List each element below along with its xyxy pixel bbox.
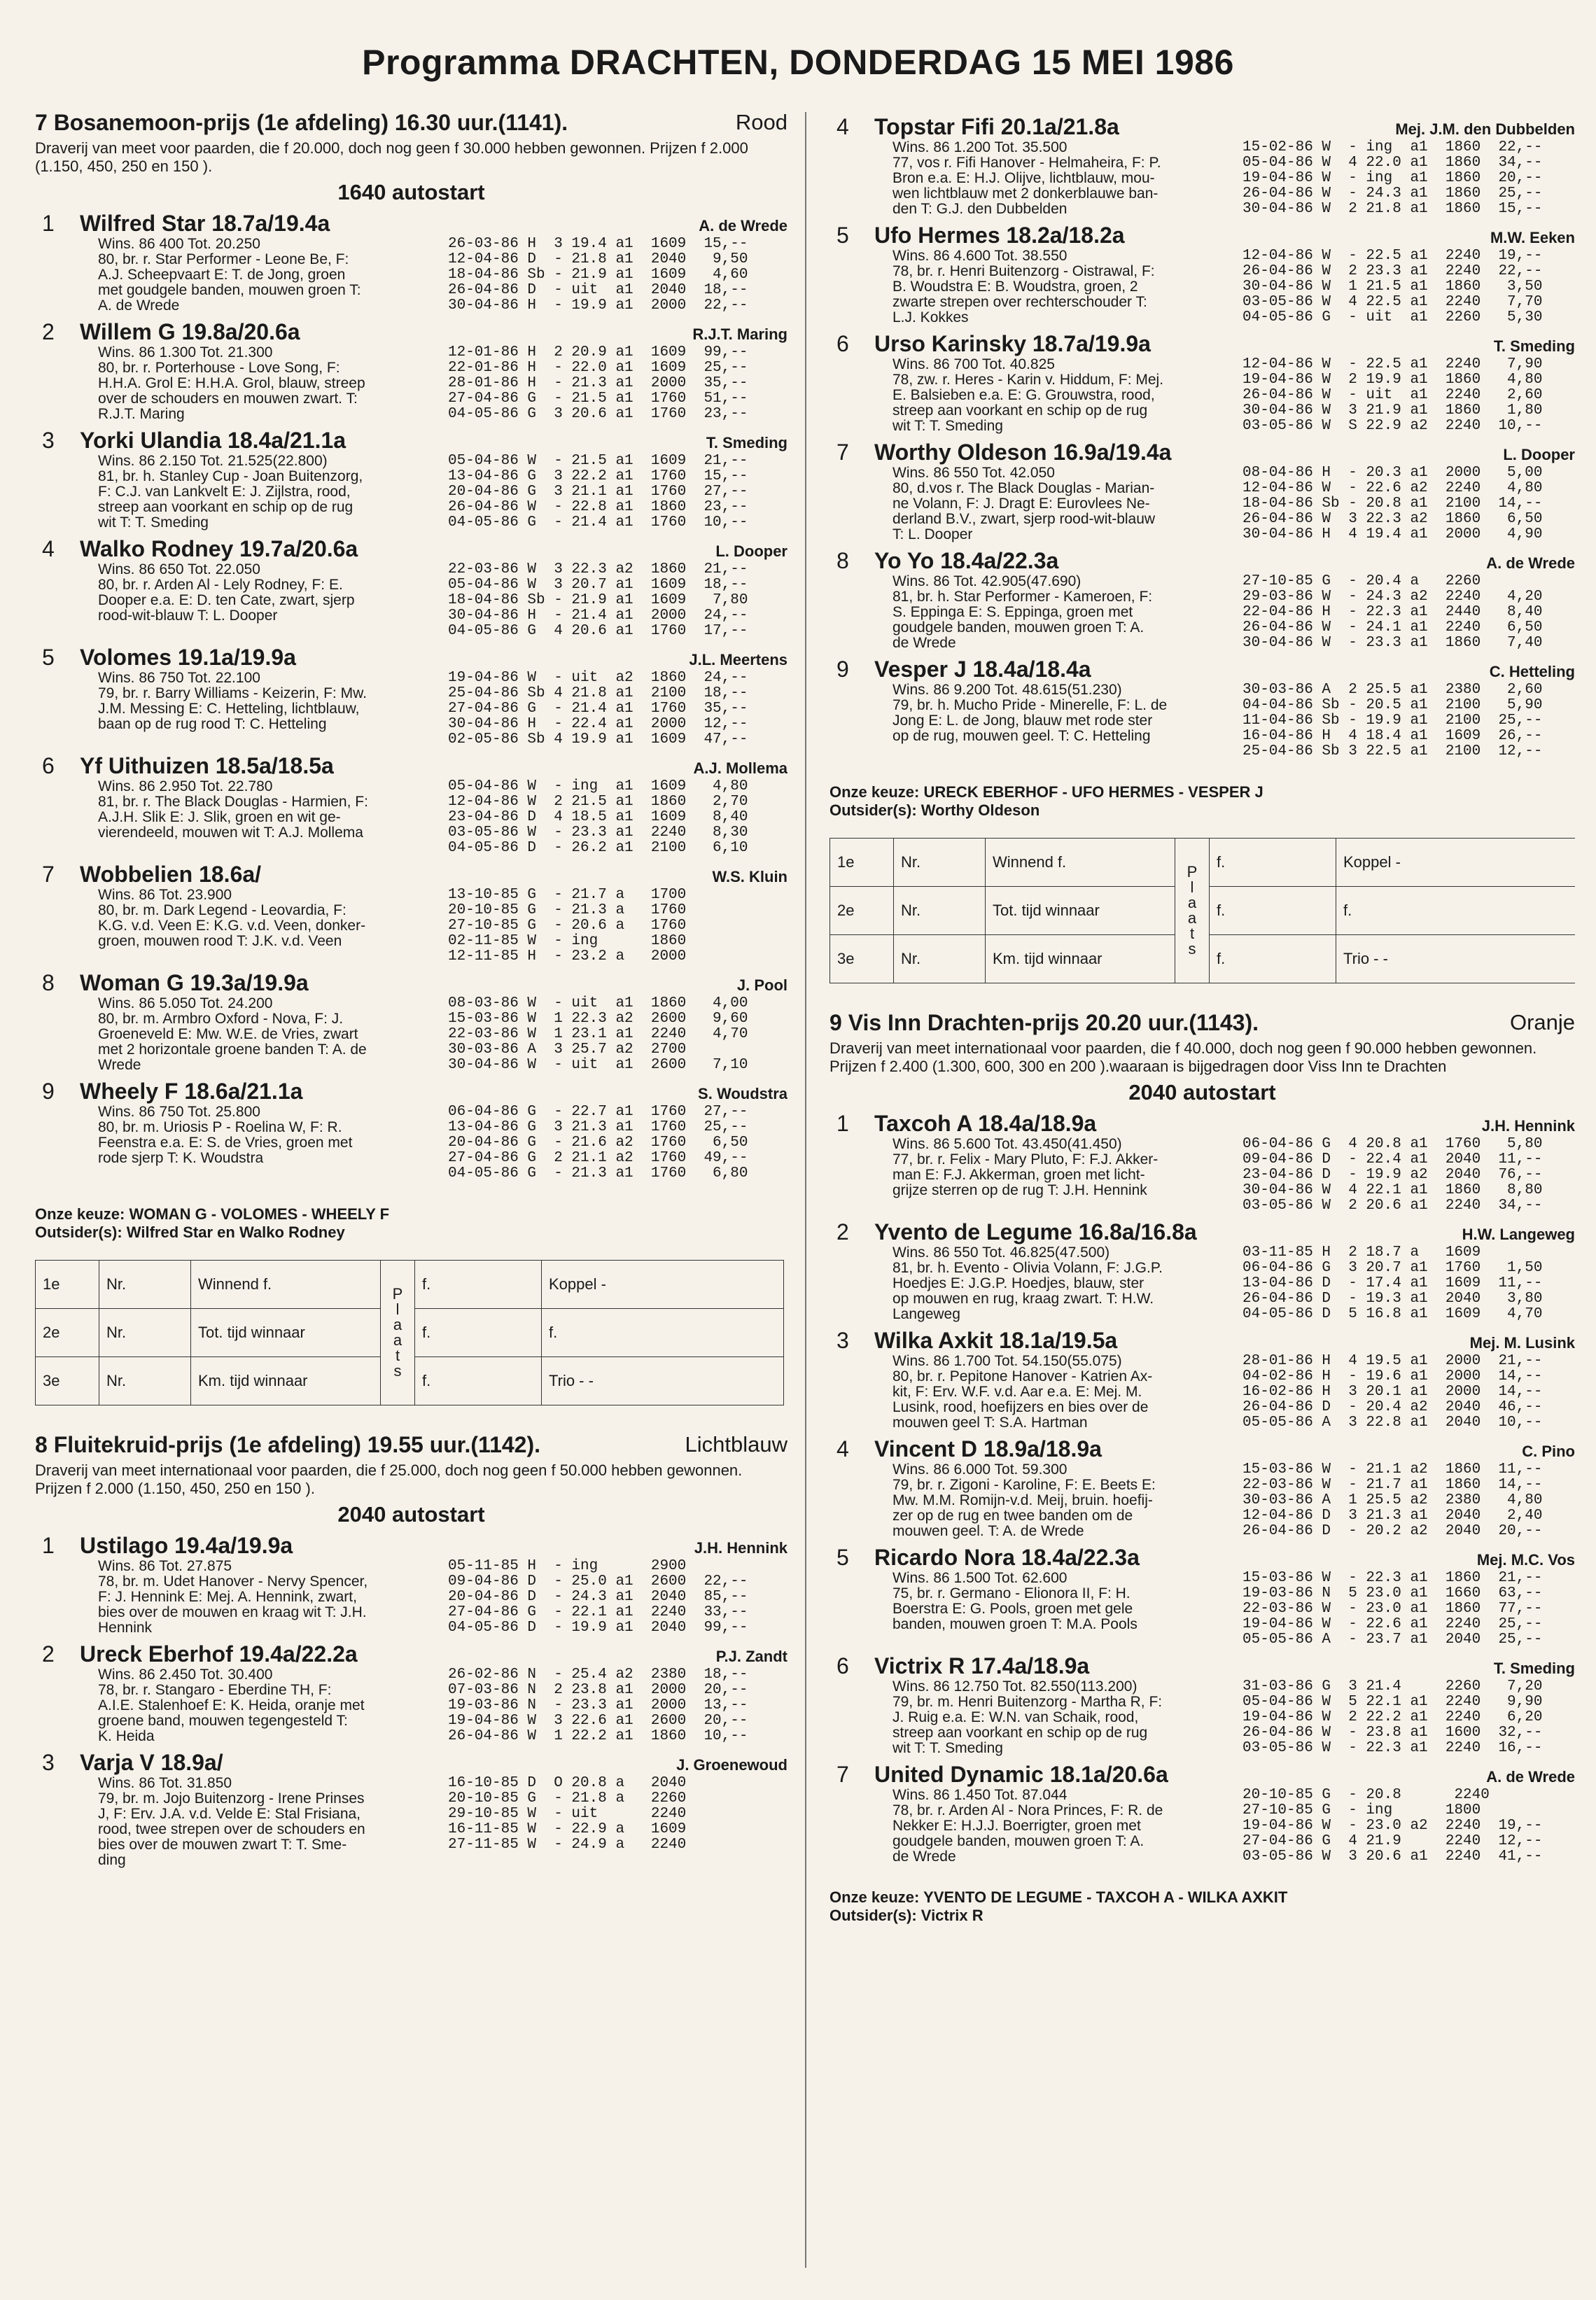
place-cell: 1e — [830, 839, 894, 887]
horse-name: Yorki Ulandia 18.4a/21.1a — [80, 428, 346, 453]
horse-trainer: Mej. J.M. den Dubbelden — [1395, 120, 1575, 138]
horse-entry — [35, 970, 788, 1073]
horse-number: 2 — [42, 319, 55, 344]
result-row — [36, 1261, 784, 1309]
horse-entry — [830, 1111, 1575, 1214]
horse-results: 12-04-86 W - 22.5 a1 2240 19,-- 26-04-86 W 2 23.3 a1 2240 22,-- 30-04-86 W 1 21.5 a1 1860 3,50 03-05-86 W 4 22.5 a1 2240 7,70 04-05-86 G - uit a1 2260 5,30 — [1242, 248, 1543, 325]
right-column — [830, 108, 1575, 2278]
our-pick — [35, 1205, 788, 1242]
horse-name: Yo Yo 18.4a/22.3a — [874, 548, 1059, 573]
horse-trainer: W.S. Kluin — [712, 868, 788, 885]
horse-trainer: P.J. Zandt — [715, 1648, 788, 1665]
horse-number: 6 — [42, 753, 55, 778]
race-section — [35, 108, 788, 1181]
horse-results: 06-04-86 G - 22.7 a1 1760 27,-- 13-04-86 G 3 21.3 a1 1760 25,-- 20-04-86 G - 21.6 a2 1760 6,50 27-04-86 G 2 21.1 a2 1760 49,-- 04-05-86 G - 21.3 a1 1760 6,80 — [448, 1104, 748, 1181]
horse-results: 08-03-86 W - uit a1 1860 4,00 15-03-86 W 1 22.3 a2 2600 9,60 22-03-86 W 1 23.1 a1 2240 4,70 30-03-86 A 3 25.7 a2 2700 30-04-86 W - uit a1 2600 7,10 — [448, 995, 748, 1073]
label-cell: Winnend f. — [986, 839, 1175, 887]
amount-cell: f. — [1210, 935, 1336, 983]
horse-results: 31-03-86 G 3 21.4 2260 7,20 05-04-86 W 5 22.1 a1 2240 9,90 19-04-86 W 2 22.2 a1 2240 6,20 26-04-86 W - 23.8 a1 1600 32,-- 03-05-86 W - 22.3 a1 2240 16,-- — [1242, 1678, 1543, 1756]
horse-trainer: A. de Wrede — [1486, 1768, 1575, 1786]
horse-entry — [830, 440, 1575, 542]
horse-results: 19-04-86 W - uit a2 1860 24,-- 25-04-86 Sb 4 21.8 a1 2100 18,-- 27-04-86 G - 21.4 a1 1760 35,-- 30-04-86 H - 22.4 a1 2000 12,-- 02-05-86 Sb 4 19.9 a1 1609 47,-- — [448, 670, 748, 748]
horse-number: 3 — [42, 428, 55, 453]
horse-description: Wins. 86 4.600 Tot. 38.550 78, br. r. Henri Buitenzorg - Oistrawal, F: B. Woudstra E: B. Woudstra, groen, 2 zwarte strepen over rechterschouder T: L.J. Kokkes — [892, 248, 1155, 325]
koppel-trio-cell: Koppel - — [1336, 839, 1576, 887]
horse-number: 6 — [836, 1653, 849, 1678]
horse-trainer: C. Pino — [1522, 1443, 1575, 1460]
pick-text: Onze keuze: YVENTO DE LEGUME - TAXCOH A - WILKA AXKIT — [830, 1888, 1288, 1906]
horse-name: Vincent D 18.9a/18.9a — [874, 1436, 1102, 1461]
horse-trainer: M.W. Eeken — [1490, 229, 1575, 246]
race-conditions: Draverij van meet internationaal voor paarden, die f 40.000, doch nog geen f 90.000 hebben gewonnen. Prijzen f 2.400 (1.300, 600, 300 en 200 ).waaraan is bijgedragen door Viss Inn te Drachten — [830, 1039, 1537, 1075]
amount-cell: f. — [1210, 839, 1336, 887]
horse-name: Willem G 19.8a/20.6a — [80, 319, 300, 344]
horse-trainer: A. de Wrede — [1486, 554, 1575, 572]
horse-entry — [830, 331, 1575, 434]
horse-description: Wins. 86 Tot. 23.900 80, br. m. Dark Legend - Leovardia, F: K.G. v.d. Veen E: K.G. v.d. Veen, donker- groen, mouwen rood T: J.K. v.d. Veen — [98, 887, 366, 949]
pick-text: Onze keuze: WOMAN G - VOLOMES - WHEELY F — [35, 1205, 390, 1223]
horse-name: Taxcoh A 18.4a/18.9a — [874, 1111, 1097, 1136]
horse-name: Varja V 18.9a/ — [80, 1750, 223, 1775]
horse-number: 7 — [42, 862, 55, 887]
horse-name: Wheely F 18.6a/21.1a — [80, 1079, 303, 1104]
horse-description: Wins. 86 400 Tot. 20.250 80, br. r. Star Performer - Leone Be, F: A.J. Scheepvaart E: T. de Jong, groen met goudgele banden, mouwen groen T: A. de Wrede — [98, 236, 361, 314]
horse-number: 1 — [42, 211, 55, 236]
plaats-cell: P l a a t s — [381, 1261, 415, 1405]
horse-list — [830, 1111, 1575, 1865]
horse-number: 9 — [836, 657, 849, 682]
race-color: Rood — [735, 110, 788, 134]
horse-name: Ricardo Nora 18.4a/22.3a — [874, 1545, 1140, 1570]
koppel-trio-cell: Trio - - — [542, 1357, 784, 1405]
race-start: 2040 autostart — [337, 1502, 485, 1527]
race-title: 9 Vis Inn Drachten-prijs 20.20 uur.(1143). — [830, 1010, 1259, 1035]
horse-trainer: J.L. Meertens — [689, 651, 788, 668]
label-cell: Winnend f. — [191, 1261, 381, 1309]
race-start: 1640 autostart — [337, 180, 485, 204]
race-conditions: Draverij van meet internationaal voor paarden, die f 25.000, doch nog geen f 50.000 hebben gewonnen. Prijzen f 2.000 (1.150, 450, 250 en 150 ). — [35, 1461, 743, 1497]
horse-description: Wins. 86 650 Tot. 22.050 80, br. r. Arden Al - Lely Rodney, F: E. Dooper e.a. E: D. ten Cate, zwart, sjerp rood-wit-blauw T: L. Dooper — [98, 561, 355, 624]
horse-results: 15-03-86 W - 22.3 a1 1860 21,-- 19-03-86 N 5 23.0 a1 1660 63,-- 22-03-86 W - 23.0 a1 1860 77,-- 19-04-86 W - 22.6 a1 2240 25,-- 05-05-86 A - 23.7 a1 2040 25,-- — [1242, 1570, 1543, 1648]
horse-trainer: A. de Wrede — [699, 217, 788, 234]
place-cell: 2e — [36, 1309, 99, 1357]
nr-cell: Nr. — [99, 1261, 191, 1309]
pick-text: Onze keuze: URECK EBERHOF - UFO HERMES - VESPER J — [830, 783, 1264, 801]
result-row — [830, 839, 1576, 887]
horse-results: 12-01-86 H 2 20.9 a1 1609 99,-- 22-01-86 H - 22.0 a1 1609 25,-- 28-01-86 H - 21.3 a1 2000 35,-- 27-04-86 G - 21.5 a1 1760 51,-- 04-05-86 G 3 20.6 a1 1760 23,-- — [448, 344, 748, 422]
horse-number: 5 — [42, 645, 55, 670]
horse-entry — [830, 223, 1575, 325]
horse-description: Wins. 86 1.200 Tot. 35.500 77, vos r. Fifi Hanover - Helmaheira, F: P. Bron e.a. E: H.J. Olijve, lichtblauw, mou- wen lichtblauw met 2 donkerblauwe ban- den T: G.J. den Dubbelden — [892, 139, 1161, 217]
horse-results: 05-04-86 W - ing a1 1609 4,80 12-04-86 W 2 21.5 a1 1860 2,70 23-04-86 D 4 18.5 a1 1609 8,40 03-05-86 W - 23.3 a1 2240 8,30 04-05-86 D - 26.2 a1 2100 6,10 — [448, 778, 748, 856]
horse-trainer: H.W. Langeweg — [1462, 1226, 1575, 1243]
horse-number: 4 — [836, 114, 849, 139]
place-cell: 2e — [830, 887, 894, 935]
horse-description: Wins. 86 Tot. 31.850 79, br. m. Jojo Buitenzorg - Irene Prinses J, F: Erv. J.A. v.d. Velde E: Stal Frisiana, rood, twee strepen over de schouders en bies over de mouwen zwart T: T. Sme- ding — [98, 1775, 365, 1868]
horse-results: 12-04-86 W - 22.5 a1 2240 7,90 19-04-86 W 2 19.9 a1 1860 4,80 26-04-86 W - uit a1 2240 2,60 30-04-86 W 3 21.9 a1 1860 1,80 03-05-86 W S 22.9 a2 2240 10,-- — [1242, 356, 1543, 434]
horse-entry — [830, 114, 1575, 217]
horse-description: Wins. 86 2.950 Tot. 22.780 81, br. r. The Black Douglas - Harmien, F: A.J.H. Slik E: J. Slik, groen en wit ge- vierendeeld, mouwen wit T: A.J. Mollema — [98, 778, 368, 841]
horse-name: Ureck Eberhof 19.4a/22.2a — [80, 1641, 358, 1667]
horse-name: Worthy Oldeson 16.9a/19.4a — [874, 440, 1172, 465]
horse-description: Wins. 86 1.300 Tot. 21.300 80, br. r. Porterhouse - Love Song, F: H.H.A. Grol E: H.H.A. Grol, blauw, streep over de schouders en mouwen zwart. T: R.J.T. Maring — [98, 344, 365, 422]
nr-cell: Nr. — [894, 935, 986, 983]
horse-number: 7 — [836, 440, 849, 465]
horse-number: 2 — [836, 1219, 849, 1244]
horse-entry — [830, 1762, 1575, 1865]
place-cell: 3e — [830, 935, 894, 983]
horse-results: 20-10-85 G - 20.8 2240 27-10-85 G - ing 1800 19-04-86 W - 23.0 a2 2240 19,-- 27-04-86 G 4 21.9 2240 12,-- 03-05-86 W 3 20.6 a1 2240 41,-- — [1242, 1787, 1543, 1865]
horse-results: 15-03-86 W - 21.1 a2 1860 11,-- 22-03-86 W - 21.7 a1 1860 14,-- 30-03-86 A 1 25.5 a2 2380 4,80 12-04-86 D 3 21.3 a1 2040 2,40 26-04-86 D - 20.2 a2 2040 20,-- — [1242, 1461, 1543, 1539]
horse-name: Wilfred Star 18.7a/19.4a — [80, 211, 330, 236]
horse-results: 26-03-86 H 3 19.4 a1 1609 15,-- 12-04-86 D - 21.8 a1 2040 9,50 18-04-86 Sb - 21.9 a1 1609 4,60 26-04-86 D - uit a1 2040 18,-- 30-04-86 H - 19.9 a1 2000 22,-- — [448, 236, 748, 314]
horse-number: 9 — [42, 1079, 55, 1104]
horse-name: Yf Uithuizen 18.5a/18.5a — [80, 753, 334, 778]
amount-cell: f. — [415, 1357, 542, 1405]
horse-name: United Dynamic 18.1a/20.6a — [874, 1762, 1168, 1787]
horse-trainer: J.H. Hennink — [694, 1539, 788, 1557]
horse-number: 4 — [42, 536, 55, 561]
horse-description: Wins. 86 5.050 Tot. 24.200 80, br. m. Armbro Oxford - Nova, F: J. Groeneveld E: Mw. W.E. de Vries, zwart met 2 horizontale groene banden T: A. de Wrede — [98, 995, 367, 1073]
outsider-text: Outsider(s): Worthy Oldeson — [830, 801, 1040, 819]
horse-entry — [830, 1219, 1575, 1322]
horse-description: Wins. 86 12.750 Tot. 82.550(113.200) 79, br. m. Henri Buitenzorg - Martha R, F: J. Ruig e.a. E: W.N. van Schaik, rood, streep aan voorkant en schip op de rug wit T: T. Smeding — [892, 1678, 1163, 1756]
horse-description: Wins. 86 Tot. 42.905(47.690) 81, br. h. Star Performer - Kameroen, F: S. Eppinga E: S. Eppinga, groen met goudgele banden, mouwen groen T: A. de Wrede — [892, 573, 1153, 651]
race-start: 2040 autostart — [1128, 1080, 1276, 1105]
outsider-text: Outsider(s): Victrix R — [830, 1907, 983, 1924]
horse-entry — [35, 753, 788, 856]
column-divider — [805, 112, 806, 2268]
nr-cell: Nr. — [99, 1309, 191, 1357]
horse-entry — [35, 862, 788, 965]
horse-description: Wins. 86 550 Tot. 42.050 80, d.vos r. The Black Douglas - Marian- ne Volann, F: J. Dragt E: Eurovlees Ne- derland B.V., zwart, sjerp rood-wit-blauw T: L. Dooper — [892, 465, 1156, 542]
horse-entry — [35, 1533, 788, 1636]
our-pick — [830, 1888, 1575, 1925]
horse-description: Wins. 86 700 Tot. 40.825 78, zw. r. Heres - Karin v. Hiddum, F: Mej. E. Balsieben e.a. E: G. Grouwstra, rood, streep aan voorkant en schip op de rug wit T: T. Smeding — [892, 356, 1164, 434]
horse-trainer: T. Smeding — [1493, 1660, 1575, 1677]
label-cell: Tot. tijd winnaar — [191, 1309, 381, 1357]
horse-description: Wins. 86 1.700 Tot. 54.150(55.075) 80, br. r. Pepitone Hanover - Katrien Ax- kit, F: Erv. W.F. v.d. Aar e.a. E: Mej. M. Lusink, rood, hoefijzers en bies over de mouwen geel T: S.A. Hartman — [892, 1353, 1153, 1431]
horse-entry — [35, 428, 788, 531]
horse-entry — [35, 211, 788, 314]
horse-number: 5 — [836, 1545, 849, 1570]
race-section — [35, 1431, 788, 1868]
horse-number: 3 — [42, 1750, 55, 1775]
nr-cell: Nr. — [99, 1357, 191, 1405]
label-cell: Tot. tijd winnaar — [986, 887, 1175, 935]
label-cell: Km. tijd winnaar — [191, 1357, 381, 1405]
horse-results: 26-02-86 N - 25.4 a2 2380 18,-- 07-03-86 N 2 23.8 a1 2000 20,-- 19-03-86 N - 23.3 a1 2000 13,-- 19-04-86 W 3 22.6 a1 2600 20,-- 26-04-86 W 1 22.2 a1 1860 10,-- — [448, 1667, 748, 1744]
horse-trainer: A.J. Mollema — [693, 759, 788, 777]
horse-number: 3 — [836, 1328, 849, 1353]
horse-number: 7 — [836, 1762, 849, 1787]
horse-name: Ustilago 19.4a/19.9a — [80, 1533, 293, 1558]
horse-description: Wins. 86 2.450 Tot. 30.400 78, br. r. Stangaro - Eberdine TH, F: A.I.E. Stalenhoef E: K. Heida, oranje met groene band, mouwen tegengesteld T: K. Heida — [98, 1667, 365, 1744]
koppel-trio-cell: f. — [542, 1309, 784, 1357]
horse-trainer: R.J.T. Maring — [692, 325, 788, 343]
horse-description: Wins. 86 1.500 Tot. 62.600 75, br. r. Germano - Elionora II, F: H. Boerstra E: G. Pools, groen met gele banden, mouwen groen T: M.A. Pools — [892, 1570, 1138, 1632]
race-title: 7 Bosanemoon-prijs (1e afdeling) 16.30 uur.(1141). — [35, 110, 568, 135]
horse-results: 05-11-85 H - ing 2900 09-04-86 D - 25.0 a1 2600 22,-- 20-04-86 D - 24.3 a1 2040 85,-- 27-04-86 G - 22.1 a1 2240 33,-- 04-05-86 D - 19.9 a1 2040 99,-- — [448, 1558, 748, 1636]
horse-number: 6 — [836, 331, 849, 356]
race-section — [830, 1009, 1575, 1865]
horse-trainer: J. Groenewoud — [676, 1756, 788, 1774]
horse-number: 1 — [836, 1111, 849, 1136]
horse-entry — [830, 1436, 1575, 1539]
horse-results: 30-03-86 A 2 25.5 a1 2380 2,60 04-04-86 Sb - 20.5 a1 2100 5,90 11-04-86 Sb - 19.9 a1 2100 25,-- 16-04-86 H 4 18.4 a1 1609 26,-- 25-04-86 Sb 3 22.5 a1 2100 12,-- — [1242, 682, 1543, 759]
horse-description: Wins. 86 Tot. 27.875 78, br. m. Udet Hanover - Nervy Spencer, F: J. Hennink E: Mej. A. Hennink, zwart, bies over de mouwen en kraag wit T: J.H. Hennink — [98, 1558, 368, 1636]
place-cell: 1e — [36, 1261, 99, 1309]
horse-entry — [830, 548, 1575, 651]
horse-trainer: Mej. M. Lusink — [1469, 1334, 1575, 1352]
horse-entry — [830, 1545, 1575, 1648]
amount-cell: f. — [1210, 887, 1336, 935]
koppel-trio-cell: f. — [1336, 887, 1576, 935]
horse-description: Wins. 86 750 Tot. 22.100 79, br. r. Barry Williams - Keizerin, F: Mw. J.M. Messing E: C. Hetteling, lichtblauw, baan op de rug rood T: C. Hetteling — [98, 670, 367, 732]
horse-trainer: L. Dooper — [1503, 446, 1575, 463]
horse-list — [830, 114, 1575, 759]
horse-trainer: J. Pool — [736, 976, 788, 994]
horse-entry — [35, 1641, 788, 1744]
result-table — [830, 838, 1575, 983]
place-cell: 3e — [36, 1357, 99, 1405]
horse-name: Woman G 19.3a/19.9a — [80, 970, 309, 995]
horse-name: Volomes 19.1a/19.9a — [80, 645, 296, 670]
horse-number: 5 — [836, 223, 849, 248]
horse-entry — [35, 536, 788, 639]
horse-trainer: C. Hetteling — [1489, 663, 1575, 680]
horse-entry — [35, 645, 788, 748]
nr-cell: Nr. — [894, 839, 986, 887]
our-pick — [830, 783, 1575, 820]
left-column — [35, 108, 788, 2278]
nr-cell: Nr. — [894, 887, 986, 935]
horse-results: 08-04-86 H - 20.3 a1 2000 5,00 12-04-86 W - 22.6 a2 2240 4,80 18-04-86 Sb - 20.8 a1 2100 14,-- 26-04-86 W 3 22.3 a2 1860 6,50 30-04-86 H 4 19.4 a1 2000 4,90 — [1242, 465, 1543, 542]
horse-list — [35, 211, 788, 1181]
horse-entry — [35, 1079, 788, 1181]
horse-list — [35, 1533, 788, 1868]
horse-name: Wobbelien 18.6a/ — [80, 862, 262, 887]
horse-entry — [35, 1750, 788, 1868]
horse-results: 22-03-86 W 3 22.3 a2 1860 21,-- 05-04-86 W 3 20.7 a1 1609 18,-- 18-04-86 Sb - 21.9 a1 1609 7,80 30-04-86 H - 21.4 a1 2000 24,-- 04-05-86 G 4 20.6 a1 1760 17,-- — [448, 561, 748, 639]
race-section — [830, 114, 1575, 759]
koppel-trio-cell: Koppel - — [542, 1261, 784, 1309]
horse-trainer: Mej. M.C. Vos — [1476, 1551, 1575, 1569]
horse-trainer: J.H. Hennink — [1481, 1117, 1575, 1135]
horse-name: Yvento de Legume 16.8a/16.8a — [874, 1219, 1197, 1244]
horse-name: Wilka Axkit 18.1a/19.5a — [874, 1328, 1118, 1353]
horse-number: 2 — [42, 1641, 55, 1667]
horse-description: Wins. 86 9.200 Tot. 48.615(51.230) 79, br. h. Mucho Pride - Minerelle, F: L. de Jong E: L. de Jong, blauw met rode ster op de rug, mouwen geel. T: C. Hetteling — [892, 682, 1168, 744]
horse-description: Wins. 86 2.150 Tot. 21.525(22.800) 81, br. h. Stanley Cup - Joan Buitenzorg, F: C.J. van Lankvelt E: J. Zijlstra, rood, streep aan voorkant en schip op de rug wit T: T. Smeding — [98, 453, 363, 531]
label-cell: Km. tijd winnaar — [986, 935, 1175, 983]
horse-results: 03-11-85 H 2 18.7 a 1609 06-04-86 G 3 20.7 a1 1760 1,50 13-04-86 D - 17.4 a1 1609 11,-- 26-04-86 D - 19.3 a1 2040 3,80 04-05-86 D 5 16.8 a1 1609 4,70 — [1242, 1244, 1543, 1322]
horse-number: 8 — [42, 970, 55, 995]
horse-description: Wins. 86 5.600 Tot. 43.450(41.450) 77, br. r. Felix - Mary Pluto, F: F.J. Akker- man E: F.J. Akkerman, groen met licht- grijze sterren op de rug T: J.H. Hennink — [892, 1136, 1158, 1198]
horse-description: Wins. 86 6.000 Tot. 59.300 79, br. r. Zigoni - Karoline, F: E. Beets E: Mw. M.M. Romijn-v.d. Meij, bruin. hoefij- zer op de rug en twee banden om de mouwen geel. T: A. de Wrede — [892, 1461, 1156, 1539]
koppel-trio-cell: Trio - - — [1336, 935, 1576, 983]
horse-entry — [830, 1328, 1575, 1431]
horse-results: 15-02-86 W - ing a1 1860 22,-- 05-04-86 W 4 22.0 a1 1860 34,-- 19-04-86 W - ing a1 1860 20,-- 26-04-86 W - 24.3 a1 1860 25,-- 30-04-86 W 2 21.8 a1 1860 15,-- — [1242, 139, 1543, 217]
race-color: Oranje — [1509, 1010, 1575, 1035]
horse-description: Wins. 86 1.450 Tot. 87.044 78, br. r. Arden Al - Nora Princes, F: R. de Nekker E: H.J.J. Boerrigter, groen met goudgele banden, mouwen groen T: A. de Wrede — [892, 1787, 1163, 1865]
horse-entry — [35, 319, 788, 422]
amount-cell: f. — [415, 1261, 542, 1309]
plaats-cell: P l a a t s — [1175, 839, 1210, 983]
result-table — [35, 1260, 784, 1405]
horse-results: 06-04-86 G 4 20.8 a1 1760 5,80 09-04-86 D - 22.4 a1 2040 11,-- 23-04-86 D - 19.9 a2 2040 76,-- 30-04-86 W 4 22.1 a1 1860 8,80 03-05-86 W 2 20.6 a1 2240 34,-- — [1242, 1136, 1543, 1214]
page-title: Programma DRACHTEN, DONDERDAG 15 MEI 1986 — [362, 43, 1234, 82]
horse-trainer: L. Dooper — [715, 542, 788, 560]
horse-entry — [830, 657, 1575, 759]
horse-results: 05-04-86 W - 21.5 a1 1609 21,-- 13-04-86 G 3 22.2 a1 1760 15,-- 20-04-86 G 3 21.1 a1 1760 27,-- 26-04-86 W - 22.8 a1 1860 23,-- 04-05-86 G - 21.4 a1 1760 10,-- — [448, 453, 748, 531]
horse-results: 28-01-86 H 4 19.5 a1 2000 21,-- 04-02-86 H - 19.6 a1 2000 14,-- 16-02-86 H 3 20.1 a1 2000 14,-- 26-04-86 D - 20.4 a2 2040 46,-- 05-05-86 A 3 22.8 a1 2040 10,-- — [1242, 1353, 1543, 1431]
horse-name: Topstar Fifi 20.1a/21.8a — [874, 114, 1119, 139]
race-color: Lichtblauw — [685, 1432, 788, 1457]
horse-results: 27-10-85 G - 20.4 a 2260 29-03-86 W - 24.3 a2 2240 4,20 22-04-86 H - 22.3 a1 2440 8,40 26-04-86 W - 24.1 a1 2240 6,50 30-04-86 W - 23.3 a1 1860 7,40 — [1242, 573, 1543, 651]
horse-number: 1 — [42, 1533, 55, 1558]
horse-trainer: T. Smeding — [1493, 337, 1575, 355]
horse-description: Wins. 86 550 Tot. 46.825(47.500) 81, br. h. Evento - Olivia Volann, F: J.G.P. Hoedjes E: J.G.P. Hoedjes, blauw, ster op mouwen en rug, kraag zwart. T: H.W. Langeweg — [892, 1244, 1163, 1322]
horse-name: Ufo Hermes 18.2a/18.2a — [874, 223, 1125, 248]
horse-name: Vesper J 18.4a/18.4a — [874, 657, 1091, 682]
race-conditions: Draverij van meet voor paarden, die f 20.000, doch nog geen f 30.000 hebben gewonnen. Prijzen f 2.000 (1.150, 450, 250 en 150 ). — [35, 139, 748, 175]
horse-name: Victrix R 17.4a/18.9a — [874, 1653, 1090, 1678]
horse-number: 8 — [836, 548, 849, 573]
horse-entry — [830, 1653, 1575, 1756]
horse-name: Urso Karinsky 18.7a/19.9a — [874, 331, 1151, 356]
horse-name: Walko Rodney 19.7a/20.6a — [80, 536, 358, 561]
horse-trainer: T. Smeding — [706, 434, 788, 451]
race-title: 8 Fluitekruid-prijs (1e afdeling) 19.55 uur.(1142). — [35, 1432, 540, 1457]
horse-results: 13-10-85 G - 21.7 a 1700 20-10-85 G - 21.3 a 1760 27-10-85 G - 20.6 a 1760 02-11-85 W - ing 1860 12-11-85 H - 23.2 a 2000 — [448, 887, 687, 965]
horse-description: Wins. 86 750 Tot. 25.800 80, br. m. Uriosis P - Roelina W, F: R. Feenstra e.a. E: S. de Vries, groen met rode sjerp T: K. Woudstra — [98, 1104, 353, 1166]
horse-number: 4 — [836, 1436, 849, 1461]
outsider-text: Outsider(s): Wilfred Star en Walko Rodney — [35, 1223, 345, 1241]
horse-results: 16-10-85 D O 20.8 a 2040 20-10-85 G - 21.8 a 2260 29-10-85 W - uit 2240 16-11-85 W - 22.9 a 1609 27-11-85 W - 24.9 a 2240 — [448, 1775, 687, 1853]
horse-trainer: S. Woudstra — [698, 1085, 788, 1102]
amount-cell: f. — [415, 1309, 542, 1357]
